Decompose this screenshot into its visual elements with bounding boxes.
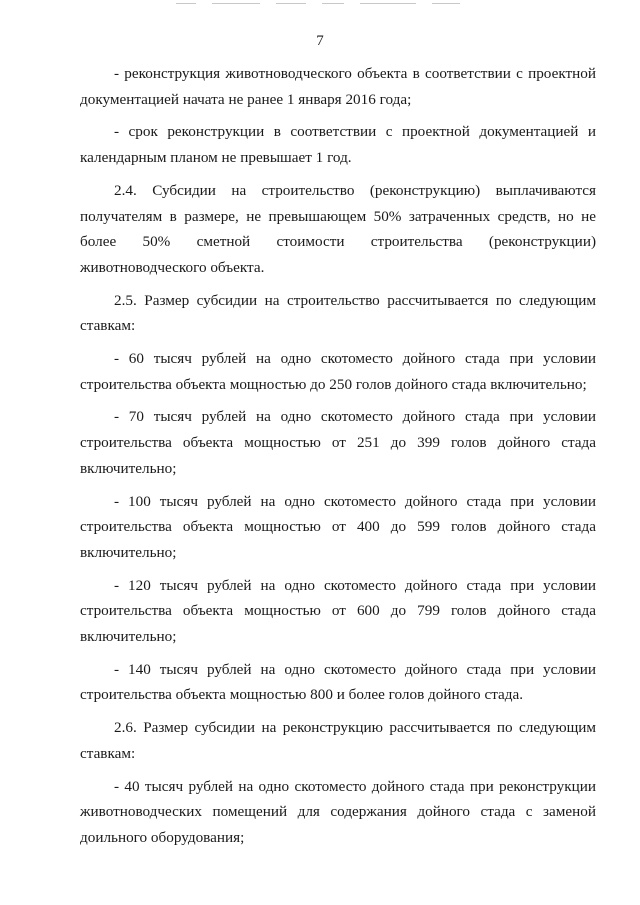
text-line: 2.5. Размер субсидии на строительство рассчитывается по следующим xyxy=(114,291,596,309)
text-line: более 50% сметной стоимости строительства (реконструкции) xyxy=(80,233,596,251)
text-line: документацией начата не ранее 1 января 2016 года; xyxy=(80,90,412,108)
text-line: строительства объекта мощностью от 600 до 799 голов дойного стада xyxy=(80,602,596,620)
text-line: - 120 тысяч рублей на одно скотоместо дойного стада при условии xyxy=(114,576,596,594)
text-line: строительства объекта мощностью 800 и более голов дойного стада. xyxy=(80,686,524,704)
text-line: включительно; xyxy=(80,543,177,561)
scan-artifact-line xyxy=(360,3,416,4)
text-line: календарным планом не превышает 1 год. xyxy=(80,149,352,167)
clause-2-5 xyxy=(80,288,596,339)
text-line: строительства объекта мощностью от 400 до 599 голов дойного стада xyxy=(80,518,596,536)
text-line: - срок реконструкции в соответствии с проектной документацией и xyxy=(114,123,596,141)
text-line: ставкам: xyxy=(80,744,136,762)
document-body xyxy=(80,61,596,851)
text-line: 2.4. Субсидии на строительство (реконструкцию) выплачиваются xyxy=(114,181,596,199)
paragraph-reconstruction-term xyxy=(80,119,596,170)
rate-item-120 xyxy=(80,573,596,650)
rate-item-100 xyxy=(80,489,596,566)
rate-item-60 xyxy=(80,346,596,397)
clause-2-6 xyxy=(80,715,596,766)
text-line: животноводческих помещений для содержания дойного стада с заменой xyxy=(80,803,596,821)
text-line: животноводческого объекта. xyxy=(80,258,265,276)
scan-artifact-line xyxy=(176,3,196,4)
scan-artifact-line xyxy=(432,3,460,4)
clause-2-4 xyxy=(80,178,596,281)
scan-artifact-line xyxy=(212,3,260,4)
text-line: - 140 тысяч рублей на одно скотоместо дойного стада при условии xyxy=(114,660,596,678)
text-line: доильного оборудования; xyxy=(80,828,245,846)
text-line: включительно; xyxy=(80,459,177,477)
text-line: - 40 тысяч рублей на одно скотоместо дойного стада при реконструкции xyxy=(114,777,596,795)
paragraph-reconstruction-start xyxy=(80,61,596,112)
text-line: получателям в размере, не превышающем 50% затраченных средств, но не xyxy=(80,207,596,225)
rate-item-140 xyxy=(80,657,596,708)
text-line: - 60 тысяч рублей на одно скотоместо дойного стада при условии xyxy=(114,350,596,368)
text-line: - 70 тысяч рублей на одно скотоместо дойного стада при условии xyxy=(114,408,596,426)
text-line: строительства объекта мощностью от 251 до 399 голов дойного стада xyxy=(80,434,596,452)
rate-item-70 xyxy=(80,404,596,481)
scan-artifact-line xyxy=(276,3,306,4)
rate-item-40 xyxy=(80,774,596,851)
scan-artifact-line xyxy=(322,3,344,4)
text-line: - 100 тысяч рублей на одно скотоместо дойного стада при условии xyxy=(114,492,596,510)
text-line: ставкам: xyxy=(80,317,136,335)
page-number: 7 xyxy=(316,33,324,49)
text-line: строительства объекта мощностью до 250 голов дойного стада включительно; xyxy=(80,375,587,393)
text-line: 2.6. Размер субсидии на реконструкцию рассчитывается по следующим xyxy=(114,719,596,737)
text-line: включительно; xyxy=(80,628,177,646)
text-line: - реконструкция животноводческого объекта в соответствии с проектной xyxy=(114,65,596,82)
